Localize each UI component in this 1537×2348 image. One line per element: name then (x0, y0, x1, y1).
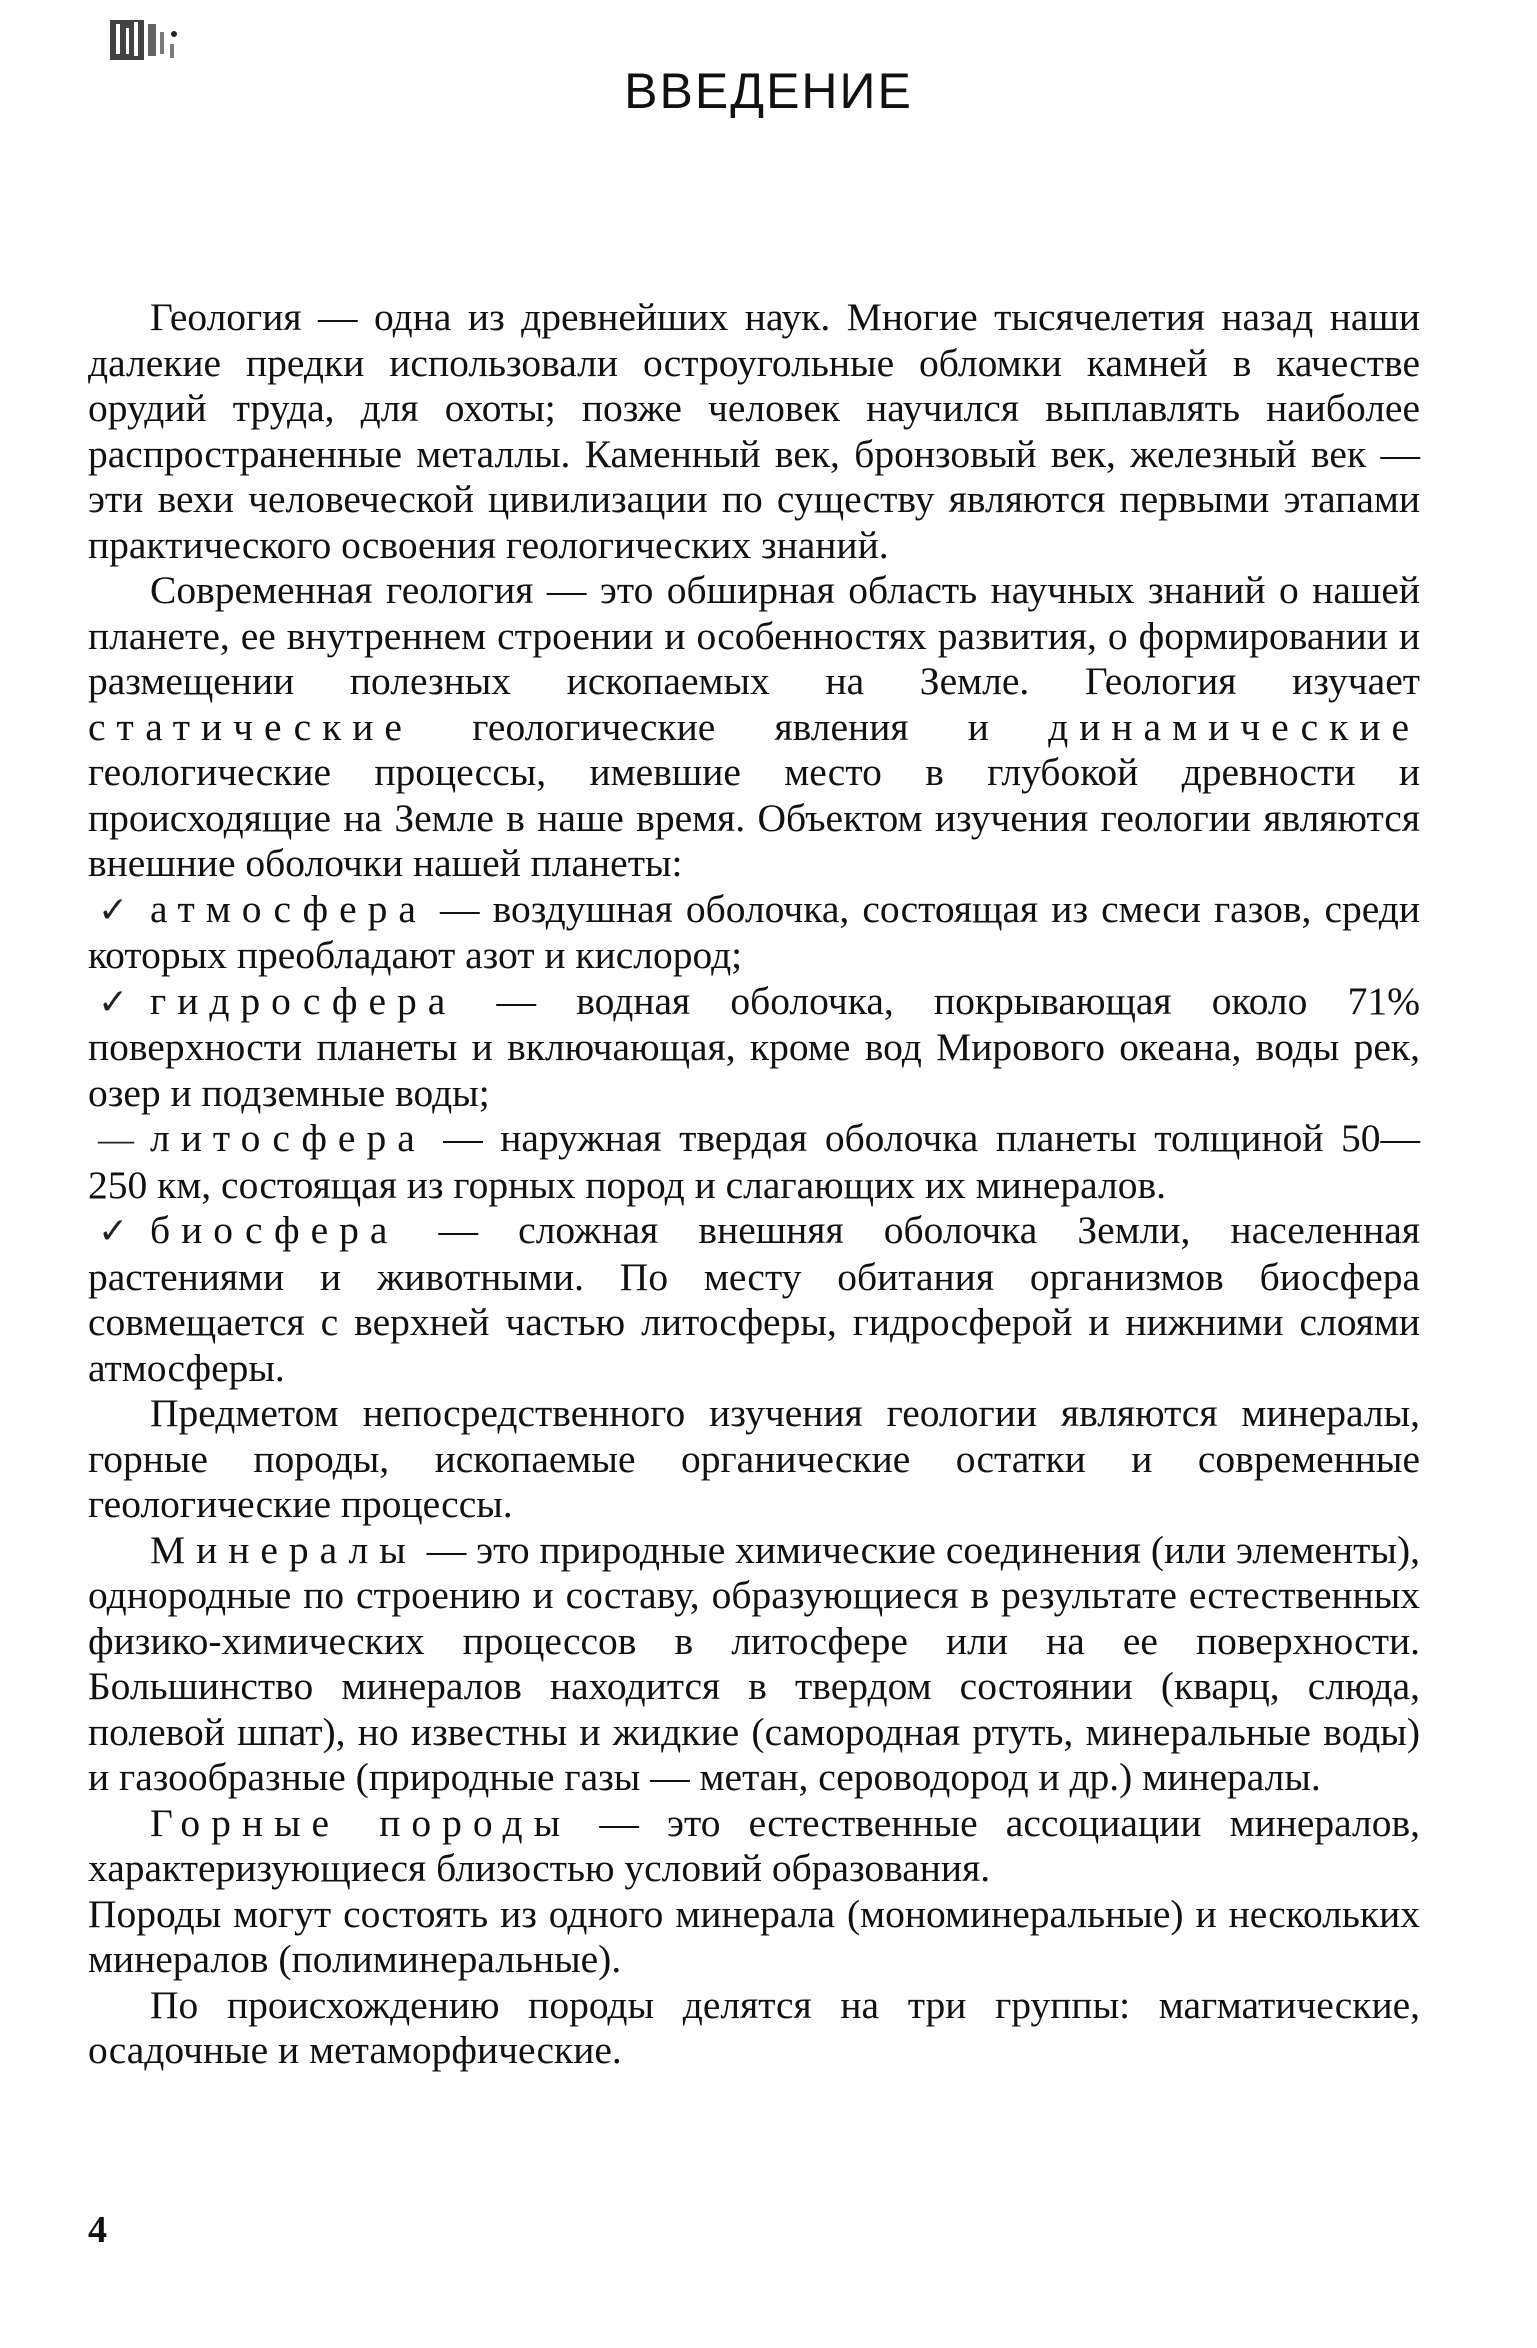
spaced-term-dynamic: динамические (1048, 704, 1420, 749)
page-title: ВВЕДЕНИЕ (624, 63, 913, 119)
paragraph-modern-geology: Современная геология — это обширная область научных знаний о нашей планете, ее внутреннем строении и особенностях развития, о формировании и размещении полезных ископаемых на Земле. Геология изучает статические геологические явления и динамические геологические процессы, имевшие место в глубокой древности и происходящие на Земле в наше время. Объектом изучения геологии являются внешние оболочки нашей планеты: (88, 568, 1420, 885)
body-text (88, 295, 1420, 2074)
pencil-mark-icon: ✓ (98, 981, 129, 1022)
spaced-term-static: статические (88, 704, 413, 749)
list-item-atmosphere: ✓ атмосфера — воздушная оболочка, состоящая из смеси газов, среди которых преобладают азот и кислород; (88, 886, 1420, 977)
list-item-biosphere: ✓ биосфера — сложная внешняя оболочка Земли, населенная растениями и животными. По месту обитания организмов биосфера совмещается с верхней частью литосферы, гидросферой и нижними слоями атмосферы. (88, 1208, 1420, 1390)
paragraph-subject: Предметом непосредственного изучения геологии являются минералы, горные породы, ископаемые органические остатки и современные геологические процессы. (88, 1391, 1420, 1526)
page-number: 4 (88, 2209, 107, 2251)
spaced-term: биосфера (150, 1208, 399, 1252)
pencil-mark-icon: ✓ (98, 889, 129, 930)
list-item-lithosphere: — литосфера — наружная твердая оболочка планеты толщиной 50—250 км, состоящая из горных пород и слагающих их минералов. (88, 1116, 1420, 1207)
list-item-hydrosphere: ✓ гидросфера — водная оболочка, покрывающая около 71% поверхности планеты и включающая, кроме вод Мирового океана, воды рек, озер и подземные воды; (88, 978, 1420, 1115)
paragraph-intro: Геология — одна из древнейших наук. Многие тысячелетия назад наши далекие предки использовали остроугольные обломки камней в качестве орудий труда, для охоты; позже человек научился выплавлять наиболее распространенные металлы. Каменный век, бронзовый век, железный век — эти вехи человеческой цивилизации по существу являются первыми этапами практического освоения геологических знаний. (88, 295, 1420, 567)
spaced-term: Горные породы (150, 1800, 572, 1845)
spaced-term: атмосфера (150, 886, 427, 931)
paragraph-rock-composition: Породы могут состоять из одного минерала (мономинеральные) и нескольких минералов (полиминеральные). (88, 1891, 1420, 1981)
pencil-mark-icon: ✓ (98, 1211, 129, 1251)
paragraph-minerals: Минералы — это природные химические соединения (или элементы), однородные по строению и составу, образующиеся в результате естественных физико-химических процессов в литосфере или на ее поверхности. Большинство минералов находится в твердом состоянии (кварц, слюда, полевой шпат), но известны и жидкие (самородная ртуть, минеральные воды) и газообразные (природные газы — метан, сероводород и др.) минералы. (88, 1527, 1420, 1799)
paragraph-rock-groups: По происхождению породы делятся на три группы: магматические, осадочные и метаморфические. (88, 1982, 1420, 2072)
paragraph-rocks: Горные породы — это естественные ассоциации минералов, характеризующиеся близостью условий образования. (88, 1800, 1420, 1890)
spaced-term: гидросфера (150, 978, 457, 1023)
spaced-term: Минералы (150, 1527, 417, 1572)
spaced-term: литосфера (150, 1116, 426, 1160)
dash-mark-icon: — (98, 1119, 134, 1159)
